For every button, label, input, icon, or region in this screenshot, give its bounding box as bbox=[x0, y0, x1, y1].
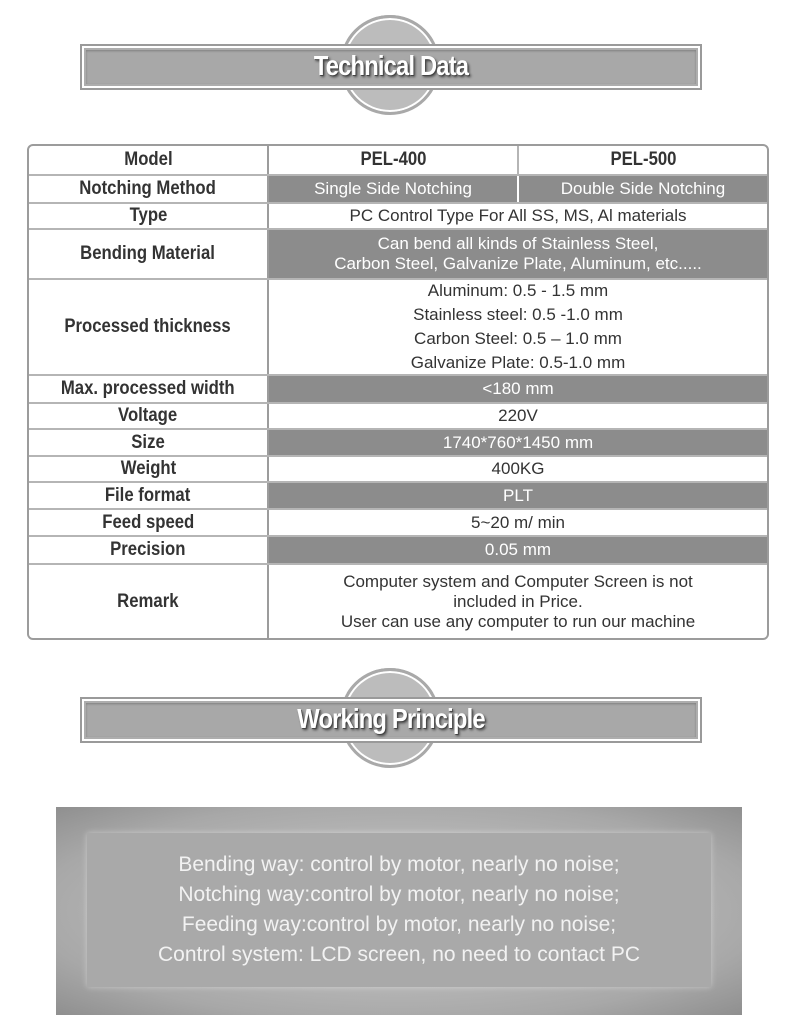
row-label: Voltage bbox=[118, 405, 178, 426]
row-label: Precision bbox=[110, 539, 186, 560]
model-pel-500: PEL-500 bbox=[609, 149, 676, 170]
notching-pel-400: Single Side Notching bbox=[269, 176, 517, 202]
row-label: Processed thickness bbox=[64, 316, 232, 337]
row-label: Model bbox=[123, 149, 173, 170]
table-row-file-format bbox=[29, 483, 767, 510]
table-row-model bbox=[29, 146, 767, 176]
row-label: Feed speed bbox=[101, 511, 194, 533]
row-label: File format bbox=[105, 484, 191, 506]
remark-value: Computer system and Computer Screen is not included in Price. User can use any computer to run our machine bbox=[340, 571, 696, 631]
width-value: <180 mm bbox=[269, 376, 767, 402]
principle-feeding: Feeding way:control by motor, nearly no noise; bbox=[181, 913, 617, 936]
working-principle-panel bbox=[56, 807, 742, 1015]
row-label: Type bbox=[129, 205, 167, 226]
table-row-voltage bbox=[29, 404, 767, 430]
principle-bending: Bending way: control by motor, nearly no noise; bbox=[178, 853, 620, 876]
size-value: 1740*760*1450 mm bbox=[269, 430, 767, 455]
row-label: Remark bbox=[117, 590, 179, 612]
weight-value: 400KG bbox=[491, 459, 545, 478]
working-principle-title: Working Principle bbox=[297, 703, 485, 734]
table-row-thickness bbox=[29, 280, 767, 376]
table-row-notching bbox=[29, 176, 767, 204]
principle-notching: Notching way:control by motor, nearly no noise; bbox=[178, 883, 620, 906]
principle-control: Control system: LCD screen, no need to contact PC bbox=[157, 943, 641, 966]
technical-data-table bbox=[27, 144, 769, 640]
table-row-bending bbox=[29, 230, 767, 280]
table-row-type bbox=[29, 204, 767, 230]
table-row-feed-speed bbox=[29, 510, 767, 537]
table-row-weight bbox=[29, 457, 767, 483]
file-format-value: PLT bbox=[269, 483, 767, 508]
row-label: Max. processed width bbox=[61, 378, 235, 399]
table-row-remark bbox=[29, 565, 767, 638]
row-label: Notching Method bbox=[79, 178, 217, 199]
row-label: Size bbox=[131, 431, 165, 453]
feed-speed-value: 5~20 m/ min bbox=[470, 512, 565, 532]
notching-pel-500: Double Side Notching bbox=[519, 176, 767, 202]
precision-value: 0.05 mm bbox=[269, 537, 767, 563]
thickness-value: Aluminum: 0.5 - 1.5 mm Stainless steel: 0.5 -1.0 mm Carbon Steel: 0.5 – 1.0 mm Galvanize Plate: 0.5-1.0 mm bbox=[410, 281, 626, 372]
technical-data-title: Technical Data bbox=[313, 50, 469, 81]
model-pel-400: PEL-400 bbox=[359, 149, 426, 170]
working-principle-banner bbox=[80, 697, 702, 743]
row-label: Weight bbox=[120, 458, 176, 479]
table-row-size bbox=[29, 430, 767, 457]
row-label: Bending Material bbox=[80, 243, 216, 264]
working-principle-text-box bbox=[87, 833, 711, 987]
type-value: PC Control Type For All SS, MS, Al materials bbox=[349, 206, 687, 225]
voltage-value: 220V bbox=[498, 406, 538, 425]
table-row-width bbox=[29, 376, 767, 404]
bending-value: Can bend all kinds of Stainless Steel, Carbon Steel, Galvanize Plate, Aluminum, etc..... bbox=[269, 230, 767, 278]
table-row-precision bbox=[29, 537, 767, 565]
technical-data-banner bbox=[80, 44, 702, 90]
